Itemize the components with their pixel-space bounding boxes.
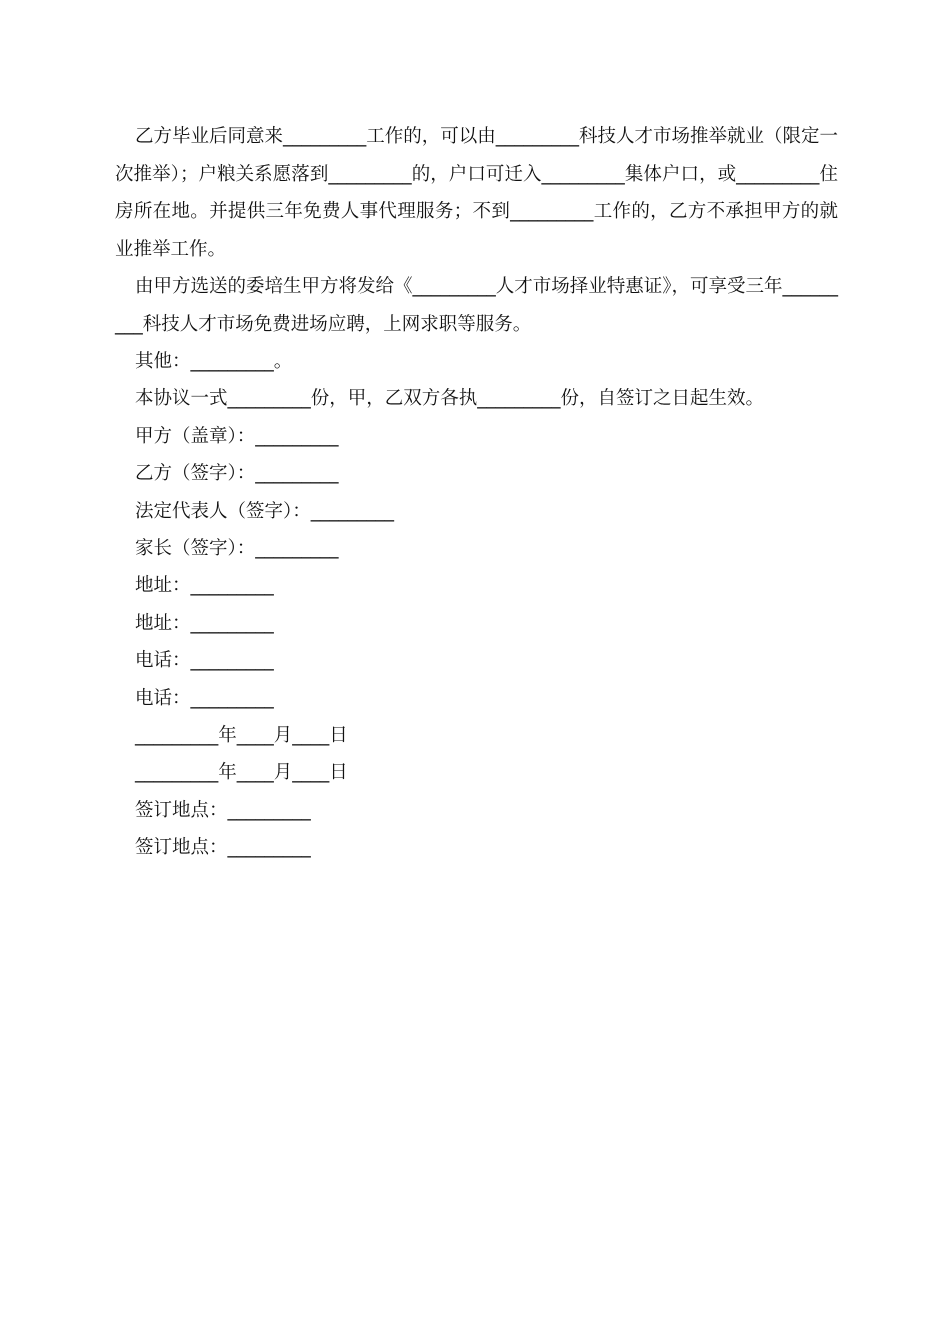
paragraph-sponsored-student: 由甲方选送的委培生甲方将发给《_________人才市场择业特惠证》，可享受三年_________科技人才市场免费进场应聘，上网求职等服务。 bbox=[115, 276, 839, 335]
signing-place-line: 签订地点：_________ bbox=[135, 799, 311, 821]
phone-line: 电话：_________ bbox=[135, 650, 274, 672]
phone-line: 电话：_________ bbox=[135, 687, 274, 709]
date-line: _________年____月____日 bbox=[135, 762, 348, 784]
copies-line: 本协议一式_________份，甲，乙双方各执_________份，自签订之日起生效。 bbox=[135, 388, 765, 410]
signing-place-line: 签订地点：_________ bbox=[135, 837, 311, 859]
address-line: 地址：_________ bbox=[135, 575, 274, 597]
date-line: _________年____月____日 bbox=[135, 725, 348, 747]
other-line: 其他：_________。 bbox=[135, 351, 293, 372]
address-line: 地址：_________ bbox=[135, 612, 274, 634]
party-a-seal-line: 甲方（盖章）：_________ bbox=[135, 425, 339, 447]
party-b-signature-line: 乙方（签字）：_________ bbox=[135, 463, 339, 485]
parent-signature-line: 家长（签字）：_________ bbox=[135, 538, 339, 560]
paragraph-employment-terms: 乙方毕业后同意来_________工作的，可以由_________科技人才市场推举就业（限定一次推举）；户粮关系愿落到_________的，户口可迁入_________集体户口，或_________住房所在地。并提供三年免费人事代理服务；不到_________工作的，乙方不承担甲方的就业推举工作。 bbox=[115, 126, 839, 260]
legal-representative-line: 法定代表人（签字）：_________ bbox=[135, 500, 395, 522]
